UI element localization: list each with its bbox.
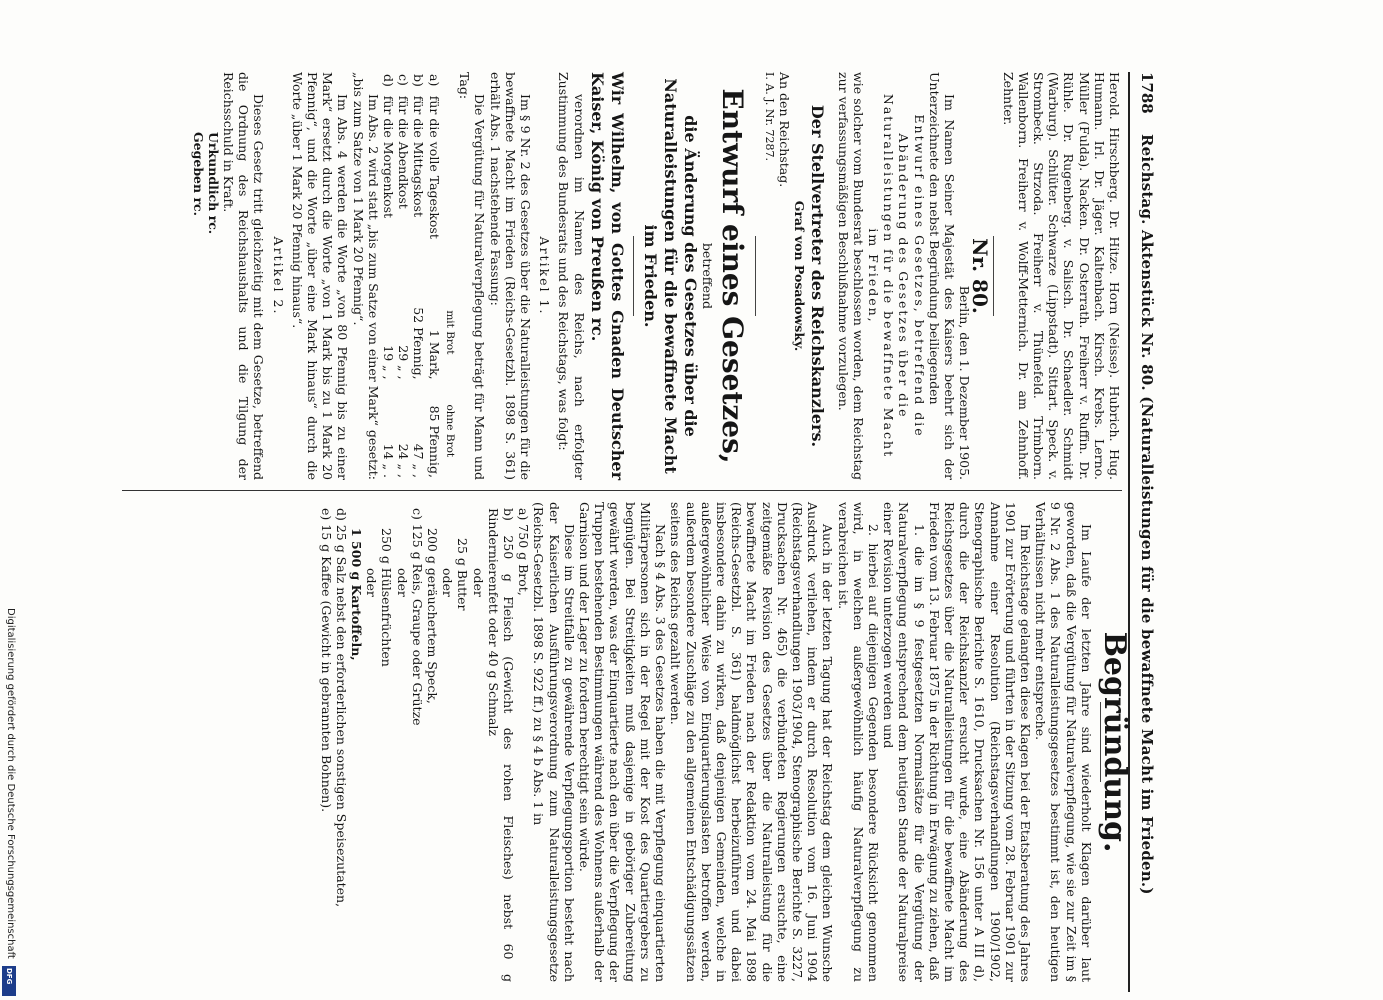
article-1-quote: Die Vergütung für Naturalverpflegung beträgt für Mann und Tag: bbox=[457, 72, 488, 480]
portion-list bbox=[318, 508, 531, 982]
rates-table bbox=[381, 72, 457, 480]
rotated-page-content bbox=[114, 72, 1162, 992]
begruendung-item-1: 1. die im § 9 festgesetzten Normalsätze für die Vergütung der Naturalverpflegung entsprechend dem heutigen Stande der Naturalpreise einer Revision unterzogen werden und bbox=[881, 502, 927, 982]
rate-with-bread: 29 „ , bbox=[396, 345, 412, 380]
portion-item: 250 g Hülsenfrüchten bbox=[379, 528, 395, 667]
rate-label: für die Morgenkost bbox=[381, 95, 397, 219]
document-date: Berlin, den 1. Dezember 1905. bbox=[957, 285, 973, 480]
rate-letter: a) bbox=[426, 74, 442, 87]
portion-item: oder bbox=[470, 568, 486, 597]
preamble-sovereign: Wir Wilhelm, von Gottes Gnaden Deutscher Kaiser, König von Preußen rc. bbox=[587, 72, 627, 480]
running-title: Reichstag. Aktenstück Nr. 80. (Naturalleistungen für die bewaffnete Macht im Frieden.) bbox=[1138, 134, 1156, 895]
digitization-credit bbox=[2, 608, 18, 992]
rate-row bbox=[411, 72, 426, 480]
bill-line: Entwurf eines Gesetzes, betreffend die Abänderung des Gesetzes über die Naturalleistungen für die bewaffnete Macht im Frieden, bbox=[865, 93, 927, 459]
portion-item: 1 500 g Kartoffeln, bbox=[349, 528, 365, 661]
separator bbox=[633, 236, 634, 316]
rate-label: für die Abendkost bbox=[396, 95, 412, 209]
rate-row bbox=[396, 72, 411, 480]
paragraph-abs-4: Im Abs. 4 werden die Worte „von 80 Pfennig bis zu einer Mark“ ersetzt durch die Worte „von 1 Mark bis zu 1 Mark 20 Pfennig“, und die Worte „über eine Mark hinaus“ durch die Worte „über 1 Mark 20 Pfennig hinaus“. bbox=[289, 72, 351, 480]
dfg-logo bbox=[2, 966, 16, 996]
portion-item: oder bbox=[440, 568, 456, 597]
article-1-heading: Artikel 1. bbox=[537, 236, 553, 316]
document-number: Nr. 80. bbox=[968, 238, 993, 314]
digitization-credit-text: Digitalisierung gefördert durch die Deutsche Forschungsgemeinschaft bbox=[5, 608, 16, 959]
portion-item: oder bbox=[394, 568, 410, 597]
rate-letter: d) bbox=[381, 74, 397, 87]
betreffend: betreffend bbox=[699, 242, 715, 310]
rate-row bbox=[381, 72, 396, 480]
portion-item: d) 25 g Salz nebst den erforderlichen sonstigen Speisezutaten, bbox=[333, 508, 349, 908]
rate-label: für die volle Tageskost bbox=[426, 95, 442, 239]
rate-without-bread: 85 Pfennig, bbox=[426, 405, 442, 478]
separator bbox=[993, 236, 994, 316]
article-1-text: Im § 9 Nr. 2 des Gesetzes über die Naturalleistungen für die bewaffnete Macht im Frieden (Reichs-Gesetzbl. 1898 S. 361) erhält Abs. 1 nachstehende Fassung: bbox=[487, 72, 533, 480]
rate-label: für die Mittagskost bbox=[411, 95, 427, 217]
paragraph-abs-2: Im Abs. 2 wird statt „bis zum Satze von einer Mark“ gesetzt: „bis zum Satze von 1 Mark 20 Pfennig“. bbox=[350, 72, 381, 480]
rate-with-bread: 1 Mark, bbox=[426, 329, 442, 380]
preamble-text: verordnen im Namen des Reichs, nach erfolgter Zustimmung des Bundesrats und des Reichstags, was folgt: bbox=[556, 72, 587, 480]
rate-letter: b) bbox=[411, 74, 427, 87]
begruendung-title: Begründung. bbox=[1097, 631, 1132, 853]
page-number: 1788 bbox=[1138, 72, 1156, 114]
portion-item: 200 g geräuchertem Speck, bbox=[425, 528, 441, 704]
page-header bbox=[1132, 72, 1162, 992]
col-with-bread: mit Brot bbox=[443, 310, 456, 355]
portion-item: c) 125 g Reis, Graupe oder Grütze bbox=[409, 508, 425, 726]
rate-letter: c) bbox=[396, 74, 412, 86]
article-2-text: Dieses Gesetz tritt gleichzeitig mit dem Gesetze, betreffend die Ordnung des Reichshaushalts und die Tilgung der Reichsschuld in Kraft. bbox=[221, 72, 267, 480]
intro-end: wie solcher vom Bundesrat beschlossen worden, dem Reichstag zur verfassungsmäßigen Beschlußnahme vorzulegen. bbox=[835, 72, 866, 480]
column-divider bbox=[122, 490, 1122, 491]
dfg-logo-text: DFG bbox=[5, 968, 13, 985]
begruendung-item-2: 2. hierbei auf diejenigen Gegenden besondere Rücksicht genommen wird, in welchen außergewöhnlich häufig Naturalverpflegung zu verabreichen ist. bbox=[835, 502, 881, 982]
rate-without-bread: 47 „ , bbox=[411, 443, 427, 478]
member-names: Herold. Hirschberg. Dr. Hitze. Horn (Neisse). Hubrich. Hug. Humann. Irl. Dr. Jäger. Kaltenbach. Kirsch. Krebs. Lerno. Müller (Fulda). Nacken. Dr. Osterrath. Freiherr v. Ruffin. Dr. Rühle. Dr. Rugenberg. v. Salisch. Dr. Schaedler. Schmidt (Warburg). Schlüter. Schwarze (Lippstadt). Sittart. Speck. v. Strombeck. Strzoda. Freiherr v. Thünefeld. Trimborn. Wallenborn. Freiherr v. Wolff-Metternich. Dr. am Zehnhoff. Zehnter. bbox=[1000, 72, 1122, 480]
portion-item: e) 15 g Kaffee (Gewicht in gebrannten Bohnen). bbox=[318, 508, 334, 813]
right-column bbox=[318, 502, 1132, 982]
begruendung-paragraph: Im Laufe der letzten Jahre sind wiederholt Klagen darüber laut geworden, daß die Vergütung für Naturalverpflegung, wie sie zur Zeit im § 9 Nr. 2 Abs. 1 des Naturalleistungsgesetzes bestimmt ist, den heutigen Verhältnissen nicht mehr entspreche. bbox=[1033, 502, 1094, 982]
separator bbox=[755, 236, 756, 316]
rate-with-bread: 19 „ , bbox=[381, 345, 397, 380]
left-column bbox=[190, 72, 1122, 480]
begruendung-paragraph: Nach § 4 Abs. 3 des Gesetzes haben die mit Verpflegung einquartierten Militärpersonen sich in der Regel mit der Kost des Quartiergebers zu begnügen. Bei Streitigkeiten muß dasjenige in geböriger Zubereitung gewährt werden, was der Einquartierte nach den über die Verpflegung der Truppen bestehenden Bestimmungen während des Wohnens außerhalb der Garnison und der Lager zu fordern berechtigt sein würde. bbox=[577, 502, 669, 982]
rate-with-bread: 52 Pfennig, bbox=[411, 307, 427, 380]
reference-number: I. A. J. Nr. 7287. bbox=[762, 72, 776, 161]
portion-item: a) 750 g Brot, bbox=[516, 508, 532, 596]
signature-name: Graf von Posadowsky. bbox=[792, 200, 808, 352]
begruendung-paragraph: Diese im Streitfalle zu gewährende Verpflegungsportion besteht nach der Kaiserlichen Ausführungsverordnung zum Naturalleistungsgesetze (Reichs-Gesetzbl. 1898 S. 922 ff.) zu § 4 b Abs. 1 in bbox=[531, 502, 577, 982]
portion-item: oder bbox=[364, 568, 380, 597]
portion-item: b) 250 g Fleisch (Gewicht des rohen Fleisches) nebst 60 g Rindernierenfett oder 40 g Schmalz bbox=[485, 508, 517, 982]
col-without-bread: ohne Brot bbox=[443, 404, 456, 458]
header-rule bbox=[1128, 72, 1130, 992]
article-2-heading: Artikel 2. bbox=[270, 236, 286, 316]
rate-without-bread: 24 „ , bbox=[396, 443, 412, 478]
addressee: An den Reichstag. bbox=[777, 72, 793, 188]
bill-subject: die Änderung des Gesetzes über die Naturalleistungen für die bewaffnete Macht im Frieden. bbox=[640, 78, 700, 474]
intro-text: Im Namen Seiner Majestät des Kaisers beehrt sich der Unterzeichnete den nebst Begründung beiliegenden bbox=[926, 72, 957, 480]
signature-title: Der Stellvertreter des Reichskanzlers. bbox=[808, 104, 828, 448]
closing-gegeben: Gegeben rc. bbox=[190, 132, 206, 217]
bill-title: Entwurf eines Gesetzes, bbox=[715, 88, 749, 464]
rate-without-bread: 14 „ . bbox=[381, 443, 397, 478]
begruendung-paragraph: Auch in der letzten Tagung hat der Reichstag dem gleichen Wunsche Ausdruck verliehen, indem er durch Resolution vom 16. Juni 1904 (Reichstagsverhandlungen 1903/1904, Stenographische Berichte S. 3227, Drucksachen Nr. 465) die verbündeten Regierungen ersuchte, eine zeitgemäße Revision des Gesetzes über die Naturalleistung für die bewaffnete Macht im Frieden nach der Redaktion vom 24. Mai 1898 (Reichs-Gesetzbl. S. 361) baldmöglichst herbeizuführen und dabei insbesondere dahin zu wirken, daß denjenigen Gemeinden, welche in außergewöhnlicher Weise von Einquartierungslasten betroffen werden, außerdem besondere Zuschläge zu den allgemeinen Entschädigungssätzen seitens des Reichs gezahlt werden. bbox=[668, 502, 836, 982]
portion-item: 25 g Butter bbox=[455, 538, 471, 611]
begruendung-paragraph: Im Reichstage gelangten diese Klagen bei der Etatsberatung des Jahres 1901 zur Erörterung und führten in der Sitzung vom 28. Februar 1901 zur Annahme einer Resolution (Reichstagsverhandlungen 1900/1902, Stenographische Berichte S. 1610, Drucksachen Nr. 156 unter A III d), durch die der Reichskanzler ersucht wurde, eine Abänderung des Reichsgesetzes über die Naturalleistungen für die bewaffnete Macht im Frieden vom 13. Februar 1875 in der Richtung in Erwägung zu ziehen, daß bbox=[926, 502, 1033, 982]
rate-row bbox=[427, 72, 442, 480]
closing-urkundlich: Urkundlich rc. bbox=[205, 132, 221, 235]
